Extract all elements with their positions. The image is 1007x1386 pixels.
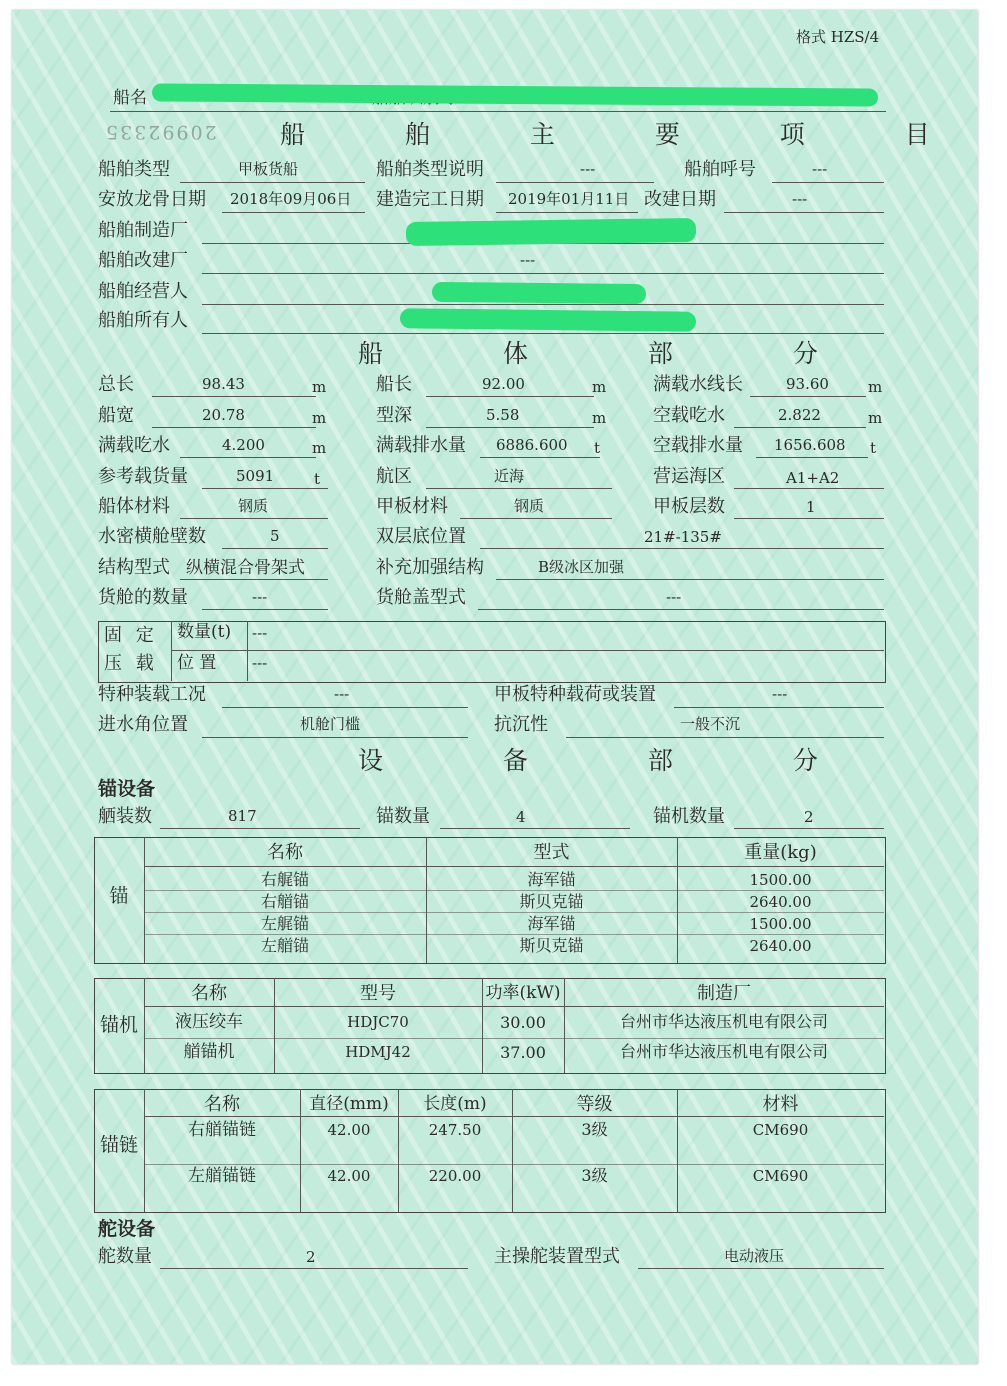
breadth-label: 船宽 (98, 405, 134, 426)
ballast-label-ballast: 压 载 (104, 653, 158, 674)
windlass-row-maker: 台州市华达液压机电有限公司 (619, 1042, 828, 1061)
chain-row-diameter: 42.00 (327, 1167, 371, 1185)
windlass-row-name: 液压绞车 (175, 1012, 243, 1032)
windlass-count-value: 2 (804, 808, 814, 826)
anchor-row-name: 右艉锚 (260, 870, 309, 889)
loa-unit: m (312, 378, 327, 396)
windlass-row-name: 艏锚机 (183, 1042, 235, 1062)
ref-cargo-unit: t (314, 470, 321, 488)
anchor-row-name: 左艏锚 (260, 936, 309, 955)
sea-area-label: 营运海区 (653, 466, 725, 487)
double-bottom-label: 双层底位置 (376, 526, 466, 547)
chain-row-length: 220.00 (428, 1167, 482, 1185)
depth-value: 5.58 (486, 406, 520, 424)
flood-angle-value: 机舱门槛 (300, 715, 361, 733)
windlass-row-model: HDMJ42 (345, 1043, 411, 1061)
chain-header-length: 长度(m) (423, 1094, 487, 1114)
breadth-unit: m (312, 409, 327, 427)
rebuilt-date-label: 改建日期 (644, 189, 716, 210)
type-desc-value: --- (580, 160, 596, 178)
anchor-side-label: 锚 (109, 885, 129, 907)
chain-row-name: 右艏锚链 (188, 1120, 256, 1140)
light-draft-value: 2.822 (778, 406, 821, 424)
windlass-header-power: 功率(kW) (485, 983, 561, 1003)
sea-area-value: A1+A2 (786, 469, 840, 487)
chain-row-diameter: 42.00 (327, 1121, 371, 1139)
full-draft-unit: m (312, 439, 327, 457)
outfit-number-value: 817 (228, 807, 257, 825)
call-sign-value: --- (812, 160, 828, 178)
chain-header-material: 材料 (762, 1094, 799, 1115)
windlass-row-power: 37.00 (500, 1043, 546, 1062)
anchor-row-type: 斯贝克锚 (519, 936, 584, 955)
windlass-header-name: 名称 (191, 983, 227, 1004)
deck-material-value: 钢质 (514, 497, 545, 515)
chain-header-grade: 等级 (576, 1094, 613, 1115)
form-code: 格式 HZS/4 (796, 28, 880, 46)
rebuilder-value: --- (520, 251, 536, 269)
reinforce-label: 补充加强结构 (376, 557, 484, 578)
bulkheads-value: 5 (270, 527, 280, 545)
windlass-header-model: 型号 (360, 983, 396, 1004)
depth-label: 型深 (376, 405, 412, 426)
ballast-pos-label: 位 置 (177, 653, 217, 673)
holds-value: --- (252, 588, 268, 606)
rebuilt-date-value: --- (792, 190, 808, 208)
chain-row-material: CM690 (752, 1121, 809, 1139)
lbp-label: 船长 (376, 374, 412, 395)
anchor-row-type: 海军锚 (527, 914, 576, 933)
deck-material-label: 甲板材料 (376, 496, 448, 517)
depth-unit: m (592, 409, 607, 427)
ship-type-value: 甲板货船 (238, 160, 299, 178)
built-date-label: 建造完工日期 (376, 189, 484, 210)
bulkheads-label: 水密横舱壁数 (98, 526, 206, 547)
serial-stamp: 20992335 (104, 121, 217, 143)
ref-cargo-label: 参考载货量 (98, 466, 188, 487)
call-sign-label: 船舶呼号 (684, 159, 756, 180)
ballast-label-fixed: 固 定 (104, 625, 158, 646)
anchor-count-label: 锚数量 (376, 806, 430, 827)
full-draft-value: 4.200 (222, 436, 265, 454)
lwl-label: 满载水线长 (653, 374, 743, 395)
double-bottom-value: 21#-135# (644, 528, 722, 546)
full-disp-label: 满载排水量 (376, 435, 466, 456)
holds-label: 货舱的数量 (98, 587, 188, 608)
light-draft-unit: m (868, 409, 883, 427)
steering-gear-label: 主操舵装置型式 (494, 1246, 620, 1267)
deck-count-label: 甲板层数 (653, 496, 725, 517)
rudder-count-label: 舵数量 (98, 1246, 152, 1267)
anchor-row-weight: 1500.00 (749, 915, 812, 933)
chain-header-name: 名称 (204, 1094, 240, 1115)
keel-date-label: 安放龙骨日期 (98, 189, 206, 210)
certificate-page (12, 10, 978, 1364)
windlass-row-power: 30.00 (500, 1013, 546, 1032)
windlass-count-label: 锚机数量 (653, 806, 725, 827)
chain-row-length: 247.50 (428, 1121, 482, 1139)
lwl-unit: m (868, 378, 883, 396)
anchor-header-weight: 重量(kg) (744, 842, 817, 863)
ballast-qty-label: 数量(t) (177, 622, 232, 642)
anchor-header-name: 名称 (267, 842, 303, 863)
rudder-count-value: 2 (306, 1248, 316, 1266)
chain-side-label: 锚链 (99, 1134, 138, 1156)
windlass-row-model: HDJC70 (347, 1013, 409, 1031)
full-disp-value: 6886.600 (496, 436, 568, 454)
anchor-row-weight: 2640.00 (749, 937, 812, 955)
ship-name-label: 船名 (113, 88, 147, 108)
light-disp-label: 空载排水量 (653, 435, 743, 456)
structure-label: 结构型式 (98, 557, 170, 578)
built-date-value: 2019年01月11日 (508, 190, 630, 208)
windlass-header-maker: 制造厂 (697, 983, 751, 1004)
light-draft-label: 空载吃水 (653, 405, 725, 426)
full-draft-label: 满载吃水 (98, 435, 170, 456)
deck-special-value: --- (772, 685, 788, 703)
keel-date-value: 2018年09月06日 (230, 190, 352, 208)
structure-value: 纵横混合骨架式 (186, 558, 305, 578)
anchor-row-type: 斯贝克锚 (519, 892, 584, 911)
ship-type-label: 船舶类型 (98, 159, 170, 180)
redaction-mark (406, 218, 696, 246)
hull-material-label: 船体材料 (98, 496, 170, 517)
breadth-value: 20.78 (202, 406, 245, 424)
windlass-row-maker: 台州市华达液压机电有限公司 (619, 1012, 828, 1031)
anchor-row-weight: 1500.00 (749, 871, 812, 889)
rudder-equipment-heading: 舵设备 (98, 1218, 156, 1240)
ballast-pos-value: --- (252, 654, 268, 672)
special-load-label: 特种装载工况 (98, 684, 206, 705)
chain-row-grade: 3级 (581, 1166, 608, 1185)
area-value: 近海 (494, 467, 525, 485)
chain-row-name: 左艏锚链 (188, 1166, 256, 1186)
rebuilder-label: 船舶改建厂 (98, 250, 188, 271)
reinforce-value: B级冰区加强 (538, 558, 625, 576)
lbp-unit: m (592, 378, 607, 396)
anchor-row-name: 左艉锚 (260, 914, 309, 933)
full-disp-unit: t (594, 439, 601, 457)
area-label: 航区 (376, 466, 412, 487)
redaction-mark (400, 308, 696, 332)
hatch-value: --- (666, 588, 682, 606)
special-load-value: --- (334, 685, 350, 703)
owner-label: 船舶所有人 (98, 310, 188, 331)
lbp-value: 92.00 (482, 375, 525, 393)
hull-material-value: 钢质 (238, 497, 269, 515)
section-hull-title: 船 体 部 分 (358, 339, 874, 368)
ballast-qty-value: --- (252, 624, 268, 642)
loa-label: 总长 (98, 374, 134, 395)
section-equipment-title: 设 备 部 分 (358, 746, 874, 775)
anchor-header-type: 型式 (533, 842, 570, 863)
loa-value: 98.43 (202, 375, 245, 393)
light-disp-unit: t (870, 439, 877, 457)
outfit-number-label: 舾装数 (98, 806, 152, 827)
steering-gear-value: 电动液压 (724, 1247, 785, 1265)
chain-row-material: CM690 (752, 1167, 809, 1185)
anchor-row-weight: 2640.00 (749, 893, 812, 911)
anchor-row-name: 右艏锚 (260, 892, 309, 911)
flood-angle-label: 进水角位置 (98, 714, 188, 735)
type-desc-label: 船舶类型说明 (376, 159, 484, 180)
deck-count-value: 1 (806, 498, 816, 516)
redaction-mark (432, 282, 646, 304)
chain-header-diameter: 直径(mm) (309, 1094, 389, 1114)
unsinkable-value: 一般不沉 (680, 715, 741, 733)
unsinkable-label: 抗沉性 (494, 714, 548, 735)
light-disp-value: 1656.608 (774, 436, 846, 454)
anchor-row-type: 海军锚 (527, 870, 576, 889)
windlass-side-label: 锚机 (99, 1014, 138, 1036)
ref-cargo-value: 5091 (236, 467, 275, 485)
lwl-value: 93.60 (786, 375, 829, 393)
operator-label: 船舶经营人 (98, 281, 188, 302)
redaction-mark (152, 83, 878, 106)
section-main-title: 船 舶 主 要 项 目 (280, 120, 976, 149)
hatch-label: 货舱盖型式 (376, 587, 466, 608)
chain-row-grade: 3级 (581, 1120, 608, 1139)
deck-special-label: 甲板特种载荷或装置 (494, 684, 656, 705)
anchor-equipment-heading: 锚设备 (98, 778, 156, 800)
anchor-count-value: 4 (516, 808, 526, 826)
builder-label: 船舶制造厂 (98, 220, 188, 241)
